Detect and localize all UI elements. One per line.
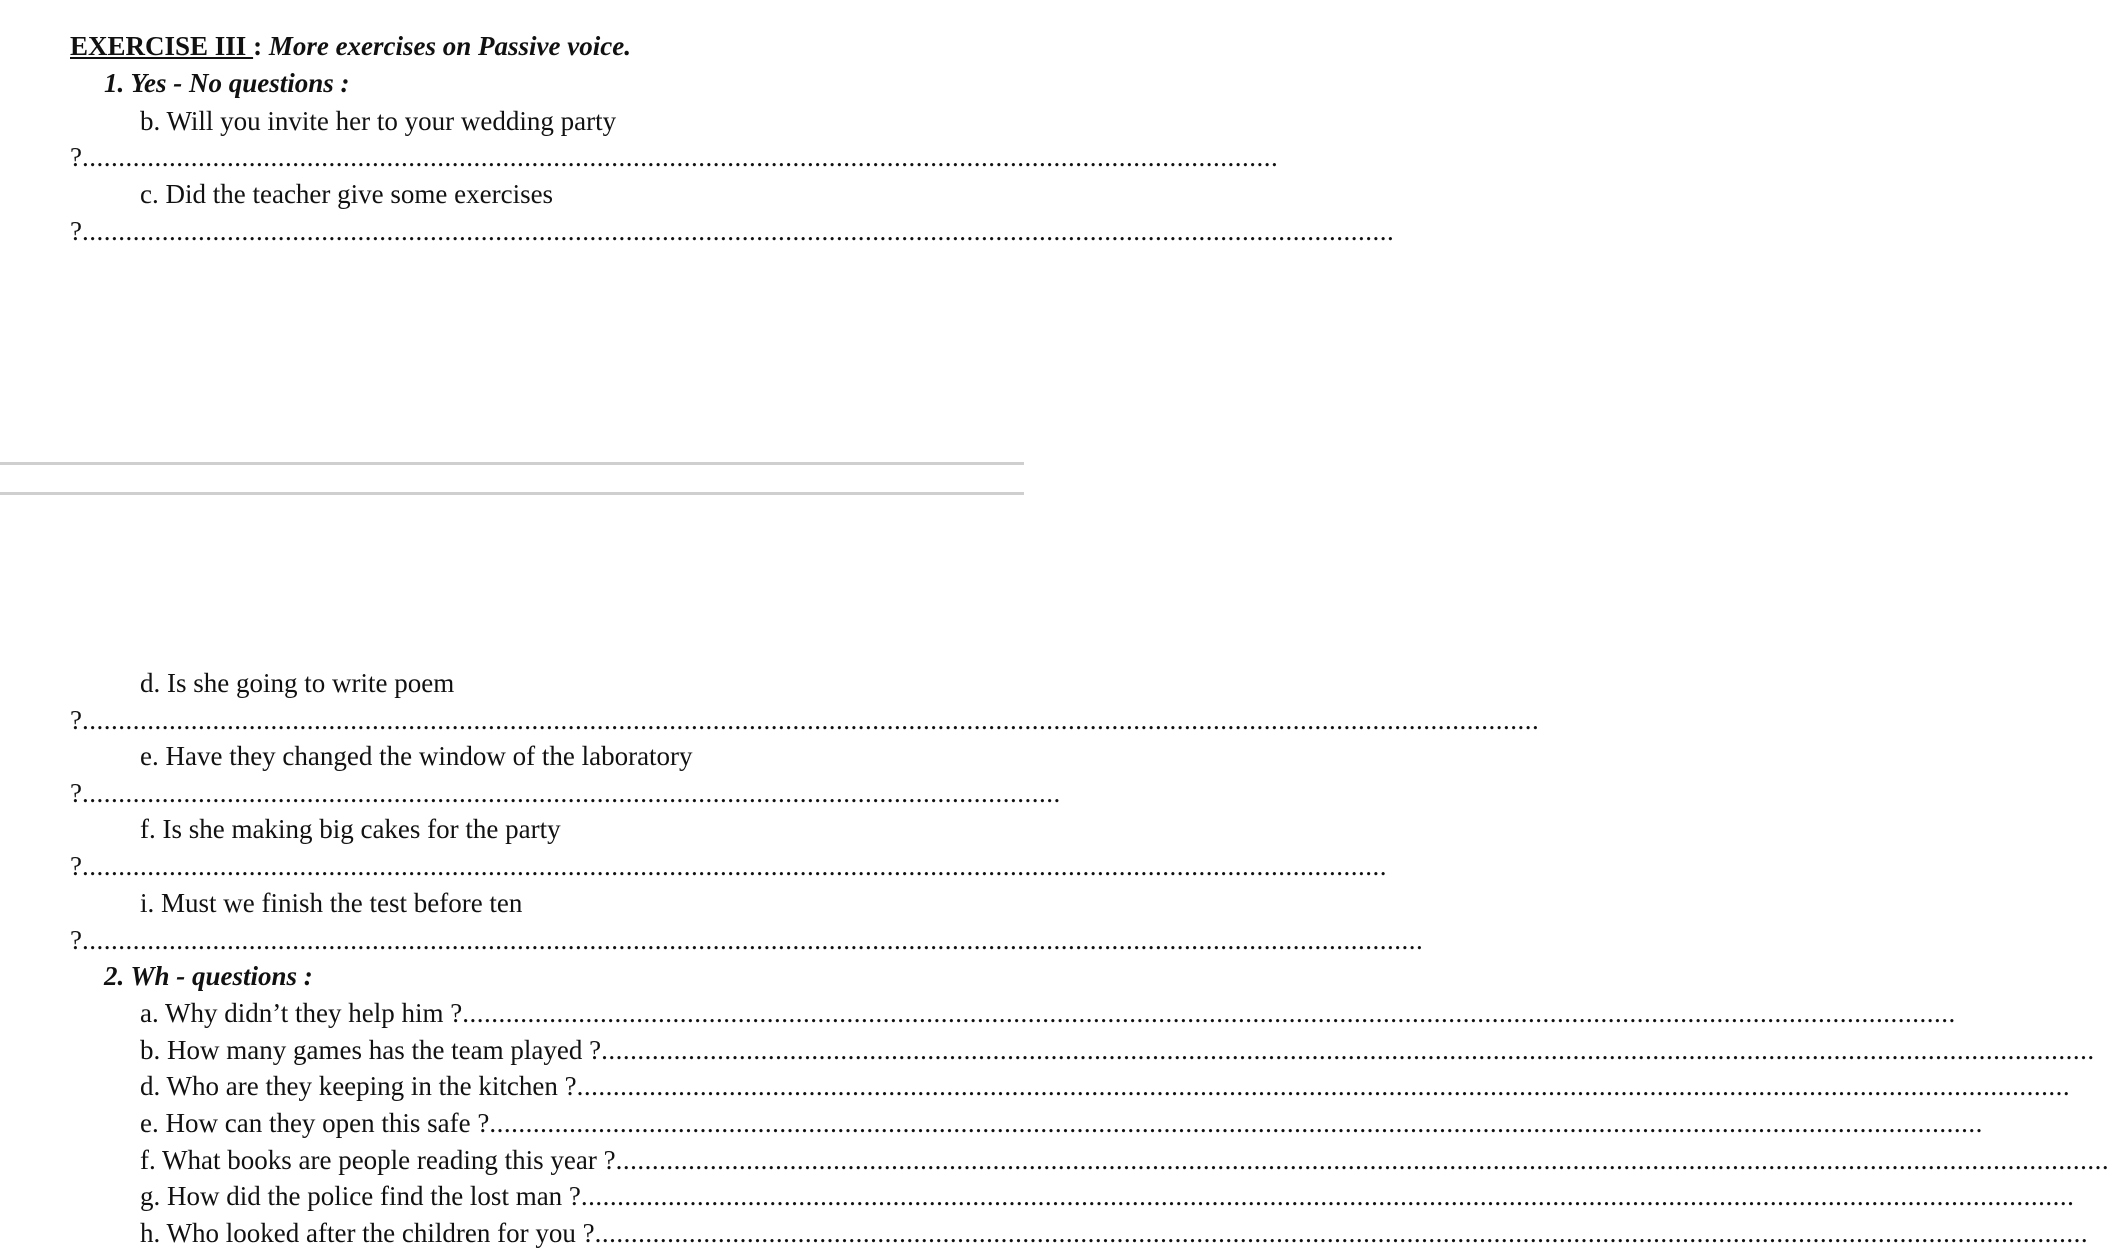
question-text: a. Why didn’t they help him ? [140,998,463,1028]
question-1i: i. Must we finish the test before ten [140,888,523,918]
answer-prefix: ? [70,851,82,881]
document-page-top [0,0,1395,462]
dotted-fill: ......................................................................................................................................................................................................... [81,705,1540,735]
document-page-bottom [0,496,2109,1257]
exercise-subtitle: More exercises on Passive voice. [268,31,631,61]
answer-line-1b[interactable] [70,141,1279,173]
dotted-fill: .............................................................................................................................................................................................................. [576,1071,2071,1101]
section-heading-yes-no: 1. Yes - No questions : [104,68,350,98]
question-2d[interactable] [140,1070,2071,1102]
question-text: g. How did the police find the lost man ? [140,1181,581,1211]
dotted-fill: .............................................................................................................................................................................................................. [615,1145,2109,1175]
answer-line-1d[interactable] [70,704,1540,736]
answer-line-1i[interactable] [70,924,1424,956]
page-separator-bottom-rule [0,492,1024,495]
dotted-fill: .............................................................................................................................................................................................................. [601,1035,2095,1065]
page-separator [0,462,1024,496]
answer-line-1e[interactable] [70,777,1061,809]
exercise-label: EXERCISE III [70,31,254,61]
dotted-fill: .............................................................................................................................................................................................................. [489,1108,1983,1138]
answer-line-1f[interactable] [70,850,1387,882]
question-text: b. How many games has the team played ? [140,1035,602,1065]
question-1e: e. Have they changed the window of the laboratory [140,741,693,771]
dotted-fill: .................................................................................................................................................................................... [81,851,1387,881]
question-1d: d. Is she going to write poem [140,668,455,698]
exercise-title [70,30,631,62]
dotted-fill: .............................................................................................................................................................................................................. [580,1181,2075,1211]
dotted-fill: ..................................................................................................................................................................................... [81,216,1395,246]
question-2g[interactable] [140,1180,2075,1212]
exercise-colon: : [253,31,269,61]
dotted-fill: ..................................................................................................................................................................... [81,142,1279,172]
question-2h[interactable] [140,1217,2089,1249]
answer-prefix: ? [70,778,82,808]
page-separator-top-rule [0,462,1024,465]
section-heading-wh: 2. Wh - questions : [104,961,313,991]
question-2a[interactable] [140,997,1956,1029]
dotted-fill: ......................................................................................................................................................................................... [81,925,1424,955]
dotted-fill: ....................................................................................................................................... [81,778,1061,808]
dotted-fill: .............................................................................................................................................................................................................. [594,1218,2089,1248]
question-2f[interactable] [140,1144,2109,1176]
question-1b: b. Will you invite her to your wedding party [140,106,617,136]
question-1c: c. Did the teacher give some exercises [140,179,554,209]
dotted-fill: .............................................................................................................................................................................................................. [462,998,1956,1028]
answer-prefix: ? [70,216,82,246]
question-text: f. What books are people reading this year ? [140,1145,616,1175]
answer-prefix: ? [70,705,82,735]
question-1f: f. Is she making big cakes for the party [140,814,561,844]
question-text: d. Who are they keeping in the kitchen ? [140,1071,577,1101]
answer-line-1c[interactable] [70,215,1395,247]
question-text: h. Who looked after the children for you ? [140,1218,595,1248]
answer-prefix: ? [70,142,82,172]
question-text: e. How can they open this safe ? [140,1108,490,1138]
question-2e[interactable] [140,1107,1983,1139]
question-2b[interactable] [140,1034,2095,1066]
answer-prefix: ? [70,925,82,955]
